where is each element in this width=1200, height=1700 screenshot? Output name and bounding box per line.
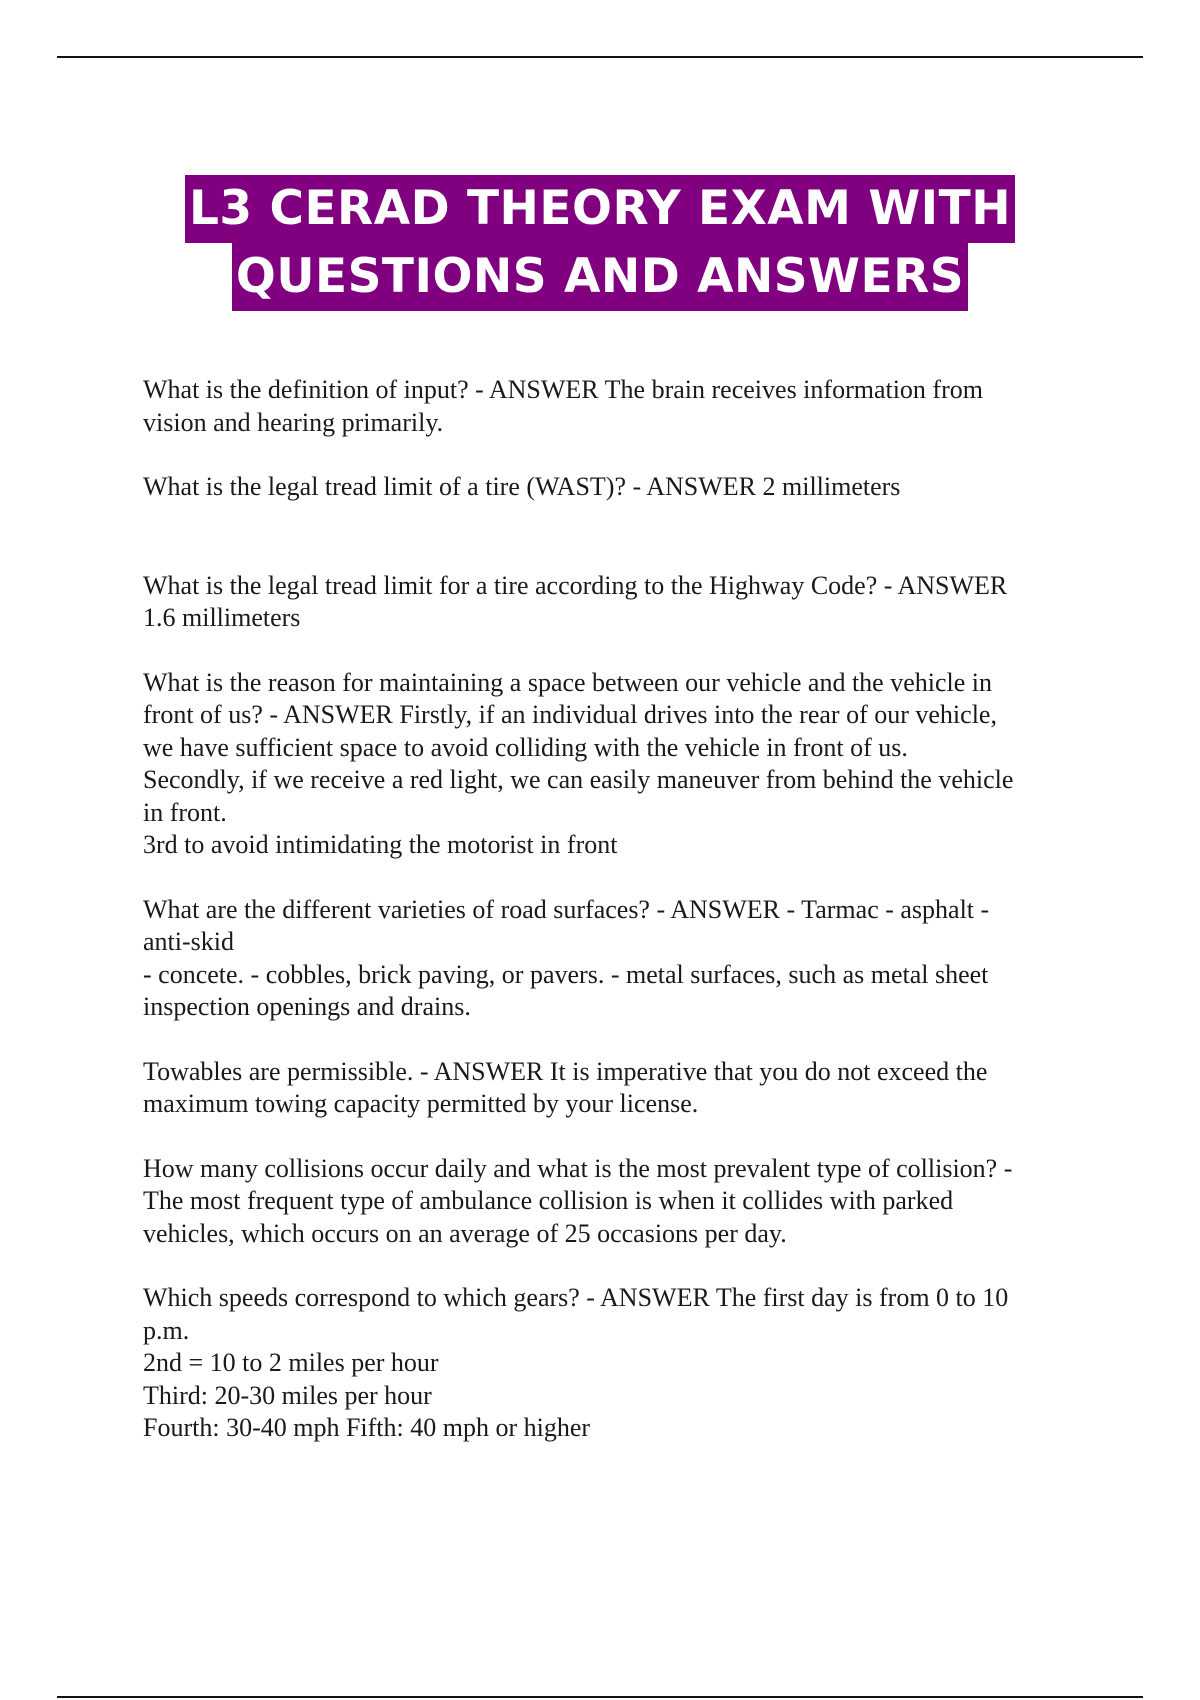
- text-line: Secondly, if we receive a red light, we can easily maneuver from behind the vehicle: [143, 765, 1014, 794]
- text-line: What is the legal tread limit for a tire according to the Highway Code? - ANSWER: [143, 570, 1008, 600]
- text-line: What are the different varieties of road surfaces? - ANSWER - Tarmac - asphalt -: [143, 894, 990, 924]
- text-line: What is the reason for maintaining a space between our vehicle and the vehicle in: [143, 667, 992, 697]
- text-line: How many collisions occur daily and what is the most prevalent type of collision? -: [143, 1153, 1013, 1183]
- title-line-1: L3 CERAD THEORY EXAM WITH: [185, 175, 1015, 243]
- qa-item-towables: [143, 1056, 1093, 1121]
- qa-item-collisions: [143, 1153, 1093, 1251]
- text-line: Fourth: 30-40 mph Fifth: 40 mph or higher: [143, 1413, 591, 1442]
- text-line: The most frequent type of ambulance collision is when it collides with parked: [143, 1186, 954, 1215]
- top-rule: [57, 56, 1143, 58]
- qa-item-tread-limit-wast: [143, 471, 1093, 504]
- text-line: vehicles, which occurs on an average of 25 occasions per day.: [143, 1218, 787, 1248]
- text-line: - concete. - cobbles, brick paving, or pavers. - metal surfaces, such as metal sheet: [143, 959, 989, 989]
- page-title: [0, 175, 1200, 311]
- qa-item-following-distance: [143, 667, 1093, 862]
- text-line: inspection openings and drains.: [143, 992, 471, 1021]
- text-line: front of us? - ANSWER Firstly, if an individual drives into the rear of our vehicle,: [143, 700, 997, 729]
- text-line: Which speeds correspond to which gears? - ANSWER The first day is from 0 to 10: [143, 1283, 1009, 1312]
- text-line: maximum towing capacity permitted by your license.: [143, 1089, 699, 1118]
- text-line: vision and hearing primarily.: [143, 407, 444, 437]
- text-line: 2nd = 10 to 2 miles per hour: [143, 1348, 439, 1377]
- bottom-rule: [57, 1696, 1143, 1698]
- qa-item-tread-limit-highway-code: [143, 570, 1093, 635]
- text-line: Towables are permissible. - ANSWER It is imperative that you do not exceed the: [143, 1056, 988, 1086]
- text-line: in front.: [143, 797, 227, 827]
- text-line: p.m.: [143, 1315, 190, 1345]
- text-line: 3rd to avoid intimidating the motorist in front: [143, 830, 618, 859]
- title-line-2: QUESTIONS AND ANSWERS: [232, 243, 968, 311]
- text-line: 1.6 millimeters: [143, 603, 301, 632]
- qa-item-input-definition: [143, 374, 1093, 439]
- qa-list: [143, 374, 1093, 1445]
- text-line: anti-skid: [143, 927, 234, 956]
- qa-item-gear-speeds: [143, 1282, 1093, 1445]
- text-line: What is the legal tread limit of a tire (WAST)? - ANSWER 2 millimeters: [143, 472, 901, 501]
- text-line: What is the definition of input? - ANSWER The brain receives information from: [143, 375, 983, 404]
- qa-item-road-surfaces: [143, 894, 1093, 1024]
- text-line: we have sufficient space to avoid colliding with the vehicle in front of us.: [143, 732, 908, 762]
- text-line: Third: 20-30 miles per hour: [143, 1380, 432, 1410]
